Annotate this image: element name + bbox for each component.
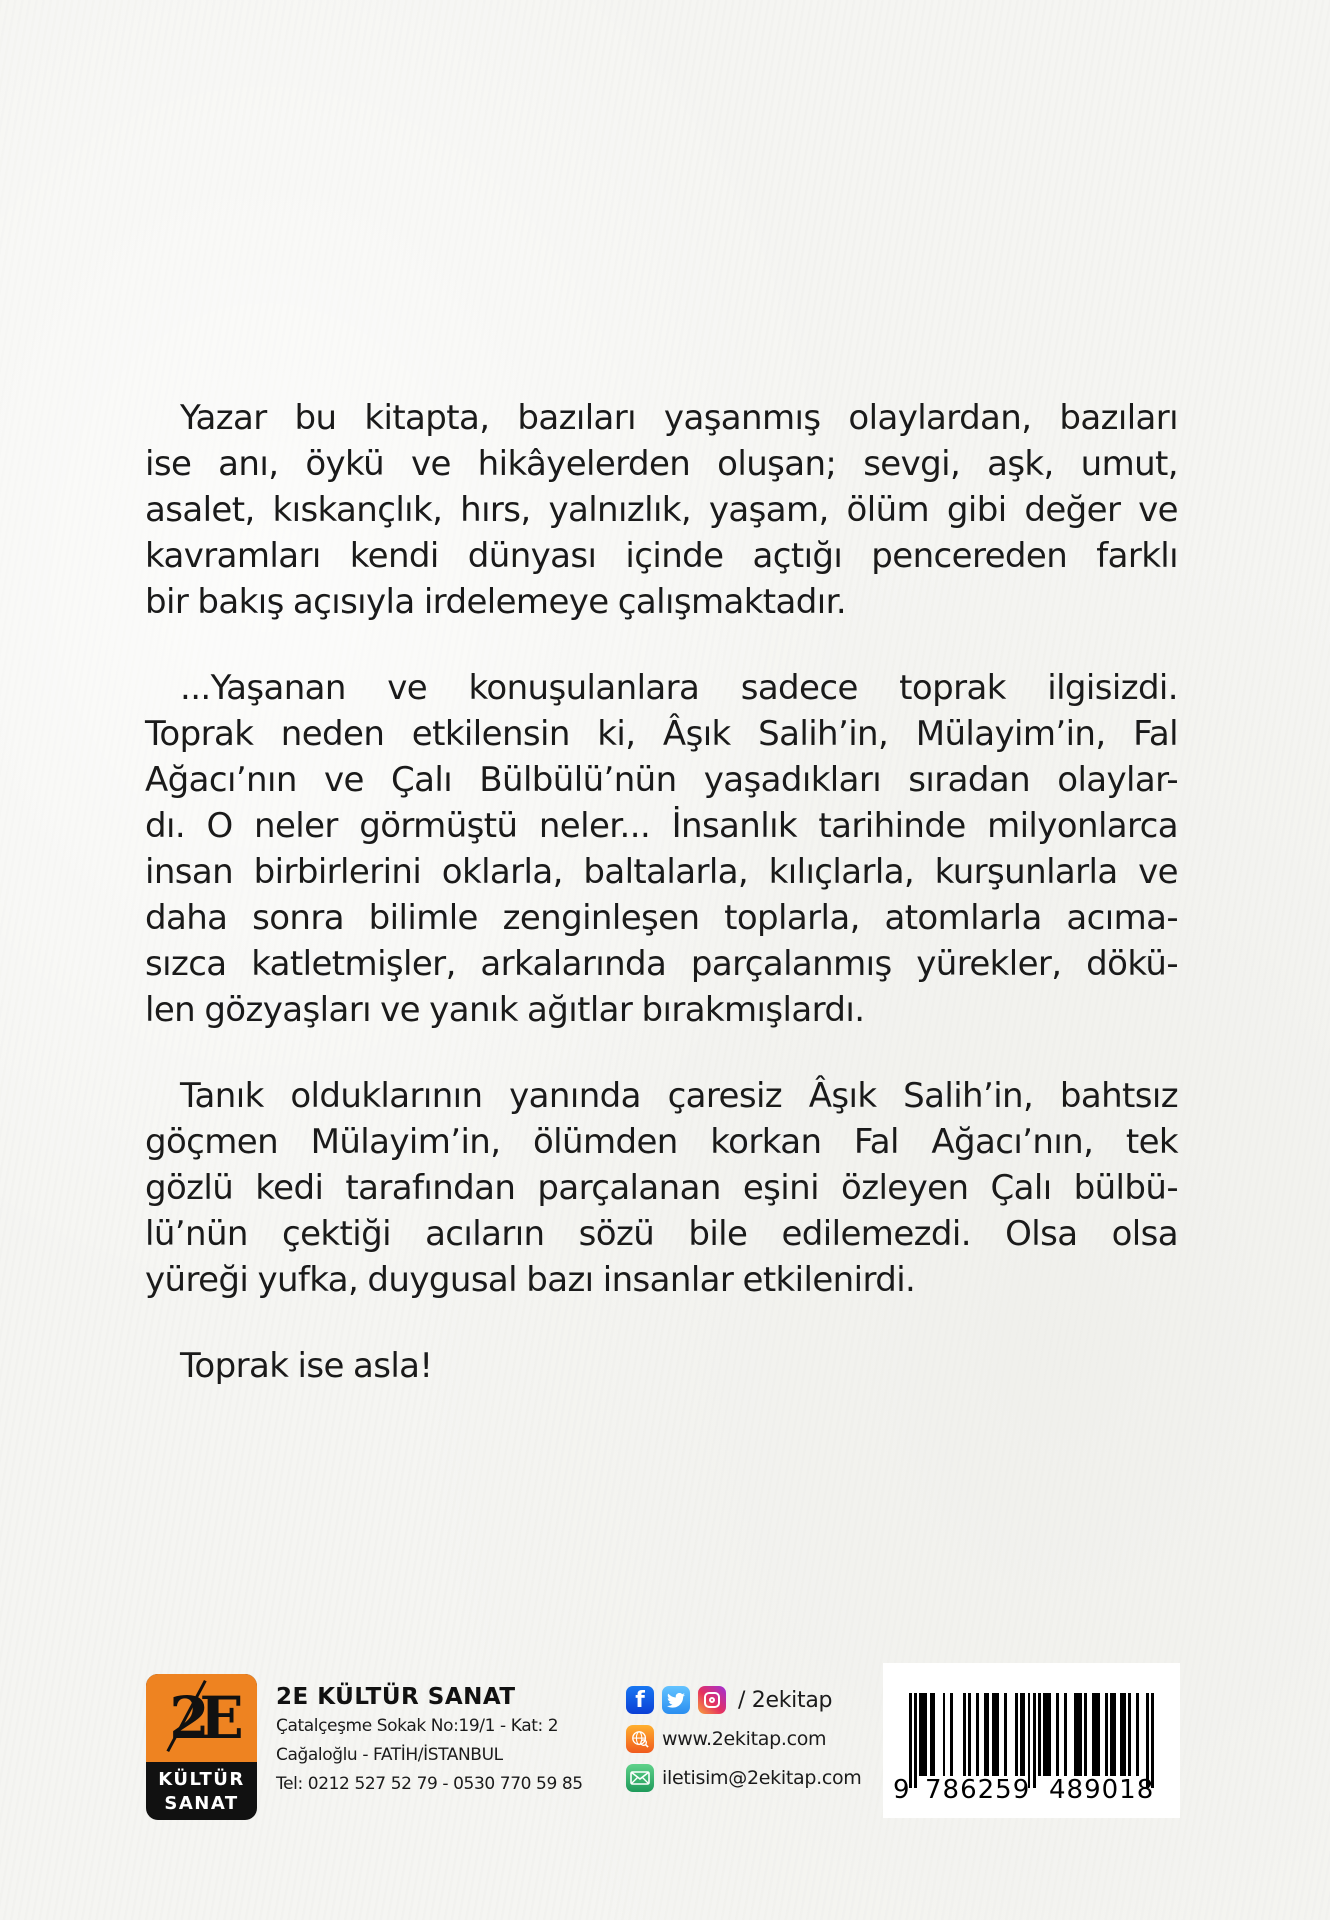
publisher-address-line-2: Cağaloğlu - FATİH/İSTANBUL: [276, 1745, 503, 1765]
logo-mark: 2E: [169, 1684, 234, 1752]
logo-caption-line-1: KÜLTÜR: [158, 1769, 245, 1790]
barcode-digits-group-2: 489018: [1049, 1775, 1155, 1805]
social-row: [626, 1686, 862, 1714]
back-cover-text: [145, 395, 1178, 1429]
paragraph-1: [145, 395, 1178, 625]
logo-mark-area: [146, 1674, 257, 1762]
publisher-name: 2E KÜLTÜR SANAT: [276, 1684, 516, 1710]
facebook-icon[interactable]: f: [626, 1686, 654, 1714]
text-line: kavramları kendi dünyası içinde açtığı pencereden farklı: [145, 536, 1178, 576]
website-link[interactable]: www.2ekitap.com: [662, 1728, 827, 1750]
mail-icon: [626, 1764, 654, 1792]
twitter-icon[interactable]: [662, 1686, 690, 1714]
globe-icon: [626, 1725, 654, 1753]
website-row: [626, 1725, 862, 1753]
text-line: daha sonra bilimle zenginleşen toplarla, atomlarla acıma-: [145, 898, 1178, 938]
text-line: bir bakış açısıyla irdelemeye çalışmaktadır.: [145, 582, 847, 622]
publisher-info: [276, 1682, 616, 1799]
text-line: göçmen Mülayim’in, ölümden korkan Fal Ağacı’nın, tek: [145, 1122, 1178, 1162]
barcode-digit-first: 9: [893, 1775, 910, 1805]
publisher-phone: Tel: 0212 527 52 79 - 0530 770 59 85: [276, 1774, 583, 1794]
text-line: Toprak ise asla!: [180, 1346, 433, 1386]
isbn-barcode: [883, 1663, 1180, 1818]
text-line: lü’nün çektiği acıların sözü bile edilemezdi. Olsa olsa: [145, 1214, 1178, 1254]
text-line: len gözyaşları ve yanık ağıtlar bırakmışlardı.: [145, 990, 865, 1030]
publisher-address-line-1: Çatalçeşme Sokak No:19/1 - Kat: 2: [276, 1716, 559, 1736]
text-line: insan birbirlerini oklarla, baltalarla, kılıçlarla, kurşunlarla ve: [145, 852, 1178, 892]
text-line: ise anı, öykü ve hikâyelerden oluşan; sevgi, aşk, umut,: [145, 444, 1178, 484]
barcode-digits-group-1: 786259: [925, 1775, 1031, 1805]
social-handle[interactable]: / 2ekitap: [738, 1687, 833, 1713]
text-line: yüreği yufka, duygusal bazı insanlar etkilenirdi.: [145, 1260, 916, 1300]
paragraph-2: [145, 665, 1178, 1033]
text-line: Tanık olduklarının yanında çaresiz Âşık Salih’in, bahtsız: [180, 1076, 1178, 1116]
text-line: ...Yaşanan ve konuşulanlara sadece toprak ilgisizdi.: [180, 668, 1178, 708]
text-line: gözlü kedi tarafından parçalanan eşini özleyen Çalı bülbü-: [145, 1168, 1178, 1208]
email-row: [626, 1764, 862, 1792]
logo-caption: [146, 1762, 257, 1816]
text-line: Yazar bu kitapta, bazıları yaşanmış olaylardan, bazıları: [180, 398, 1178, 438]
text-line: Ağacı’nın ve Çalı Bülbülü’nün yaşadıkları sıradan olaylar-: [145, 760, 1178, 800]
instagram-icon[interactable]: [698, 1686, 726, 1714]
contact-info: [626, 1686, 862, 1803]
logo-caption-line-2: SANAT: [164, 1793, 239, 1814]
text-line: sızca katletmişler, arkalarında parçalanmış yürekler, dökü-: [145, 944, 1178, 984]
text-line: asalet, kıskançlık, hırs, yalnızlık, yaşam, ölüm gibi değer ve: [145, 490, 1178, 530]
text-line: dı. O neler görmüştü neler... İnsanlık tarihinde milyonlarca: [145, 806, 1178, 846]
publisher-logo: [146, 1674, 257, 1820]
email-link[interactable]: iletisim@2ekitap.com: [662, 1767, 862, 1789]
closing-line: [145, 1343, 1178, 1389]
paragraph-3: [145, 1073, 1178, 1303]
barcode-bars: [909, 1693, 1154, 1788]
text-line: Toprak neden etkilensin ki, Âşık Salih’in, Mülayim’in, Fal: [145, 714, 1178, 754]
